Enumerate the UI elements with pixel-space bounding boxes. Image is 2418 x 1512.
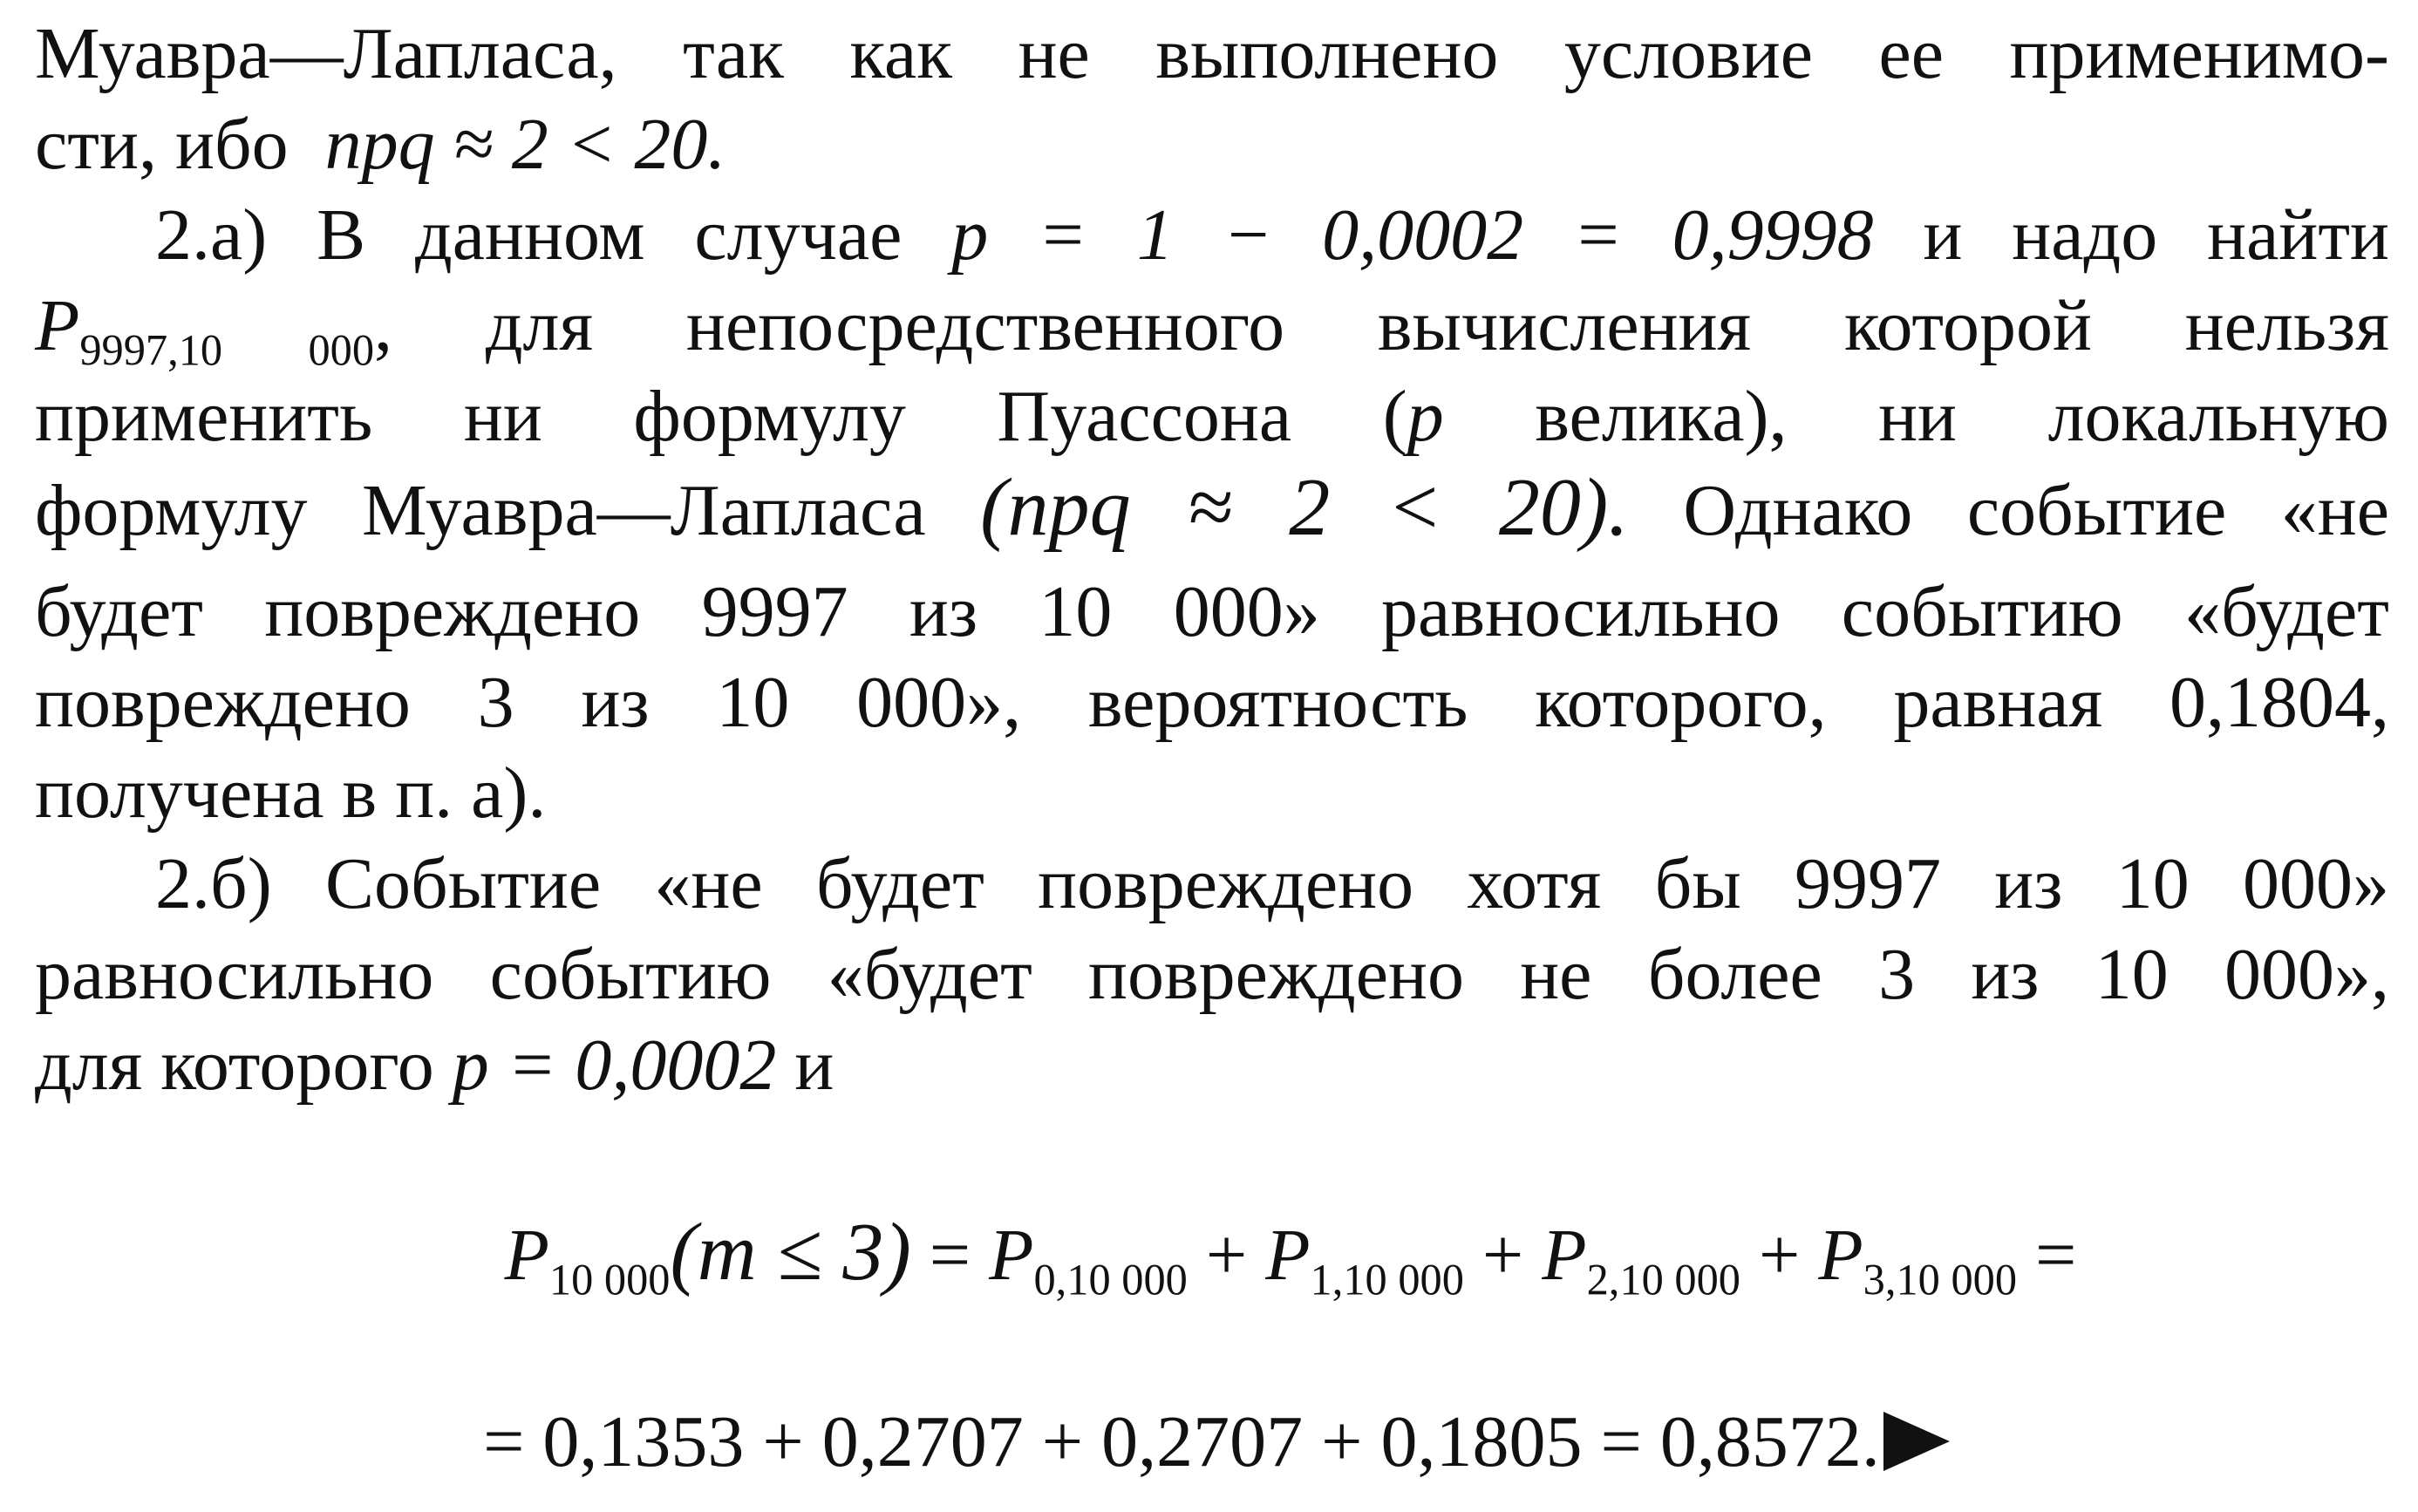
- p2-l2-sub: 9997,10 000: [79, 325, 375, 375]
- f1-sub3: 3,10 000: [1863, 1255, 2018, 1304]
- p2-l4-text-a: формулу Муавра—Лапласа: [35, 470, 926, 551]
- f1-plus-2: +: [1463, 1215, 1543, 1296]
- formula-result: [44, 1397, 2389, 1488]
- p2-line-5: [35, 567, 2389, 657]
- p1-line-2-text: сти, ибо: [35, 104, 289, 185]
- f1-sub2: 2,10 000: [1586, 1255, 1740, 1304]
- f1-P0: P: [989, 1215, 1034, 1296]
- p3-line-3: [35, 1020, 2389, 1111]
- end-of-solution-triangle-icon: [1883, 1412, 1950, 1471]
- p1-line-2: [35, 99, 2389, 190]
- p2-l3-text-b: велика), ни локальную: [1535, 376, 2390, 457]
- f1-P1: P: [1265, 1215, 1311, 1296]
- formula-sum-probabilities: [192, 1207, 2389, 1304]
- p2-line-3: [35, 371, 2389, 462]
- p2-line-7: [35, 748, 2389, 839]
- f1-sub1: 1,10 000: [1310, 1255, 1464, 1304]
- p2-l5-text: будет повреждено 9997 из 10 000» равносильно событию «будет: [35, 571, 2389, 652]
- p2-l1-math: p = 1 − 0,0002 = 0,9998: [951, 194, 1874, 276]
- paragraph-2: [35, 190, 2389, 839]
- p2-l4-math: (npq ≈ 2 < 20).: [980, 462, 1629, 553]
- p2-l4-text-b: Однако событие «не: [1683, 470, 2390, 551]
- p2-l6-text: повреждено 3 из 10 000», вероятность которого, равная 0,1804,: [35, 662, 2389, 743]
- f2-text: = 0,1353 + 0,2707 + 0,2707 + 0,1805 = 0,8572.: [483, 1401, 1880, 1482]
- p1-line-1-text: Муавра—Лапласа, так как не выполнено условие ее применимо-: [35, 13, 2389, 94]
- paragraph-1: [35, 9, 2389, 190]
- p1-line-1: [35, 9, 2389, 99]
- p2-l2-text: , для непосредственного вычисления которой нельзя: [374, 285, 2389, 366]
- p3-l1-text: 2.б) Событие «не будет повреждено хотя бы 9997 из 10 000»: [155, 843, 2389, 924]
- f1-plus-1: +: [1187, 1215, 1266, 1296]
- p2-l7-text: получена в п. а).: [35, 753, 547, 834]
- paragraph-3: [35, 839, 2389, 1111]
- p3-line-2: [35, 930, 2389, 1020]
- p3-line-1: [35, 839, 2389, 930]
- p2-line-2: [35, 281, 2389, 375]
- document-page: [35, 9, 2389, 1488]
- p2-l2-P: P: [35, 285, 80, 366]
- p2-line-4: [35, 462, 2389, 556]
- p3-l3-text-b: и: [794, 1025, 834, 1106]
- f1-argument: (m ≤ 3): [670, 1207, 911, 1297]
- f1-P-total: P: [504, 1215, 549, 1296]
- p2-line-1: [35, 190, 2389, 281]
- p2-line-6: [35, 657, 2389, 748]
- f1-P2: P: [1542, 1215, 1587, 1296]
- p3-l2-text: равносильно событию «будет повреждено не более 3 из 10 000»,: [35, 934, 2389, 1015]
- p2-l3-p: p: [1407, 376, 1444, 457]
- f1-plus-3: +: [1740, 1215, 1819, 1296]
- p2-l1-text-b: и надо найти: [1923, 194, 2389, 276]
- p3-l3-text-a: для которого: [35, 1025, 434, 1106]
- f1-P3: P: [1818, 1215, 1863, 1296]
- f1-equals: =: [910, 1215, 990, 1296]
- p1-inline-math: npq ≈ 2 < 20.: [324, 104, 726, 185]
- f1-sub0: 0,10 000: [1033, 1255, 1188, 1304]
- p2-l1-text-a: 2.а) В данном случае: [155, 194, 902, 276]
- f1-sub-total: 10 000: [548, 1255, 671, 1304]
- p3-l3-math: p = 0,0002: [452, 1025, 777, 1106]
- p2-l3-text-a: применить ни формулу Пуассона (: [35, 376, 1407, 457]
- f1-trailing-equals: =: [2017, 1215, 2077, 1296]
